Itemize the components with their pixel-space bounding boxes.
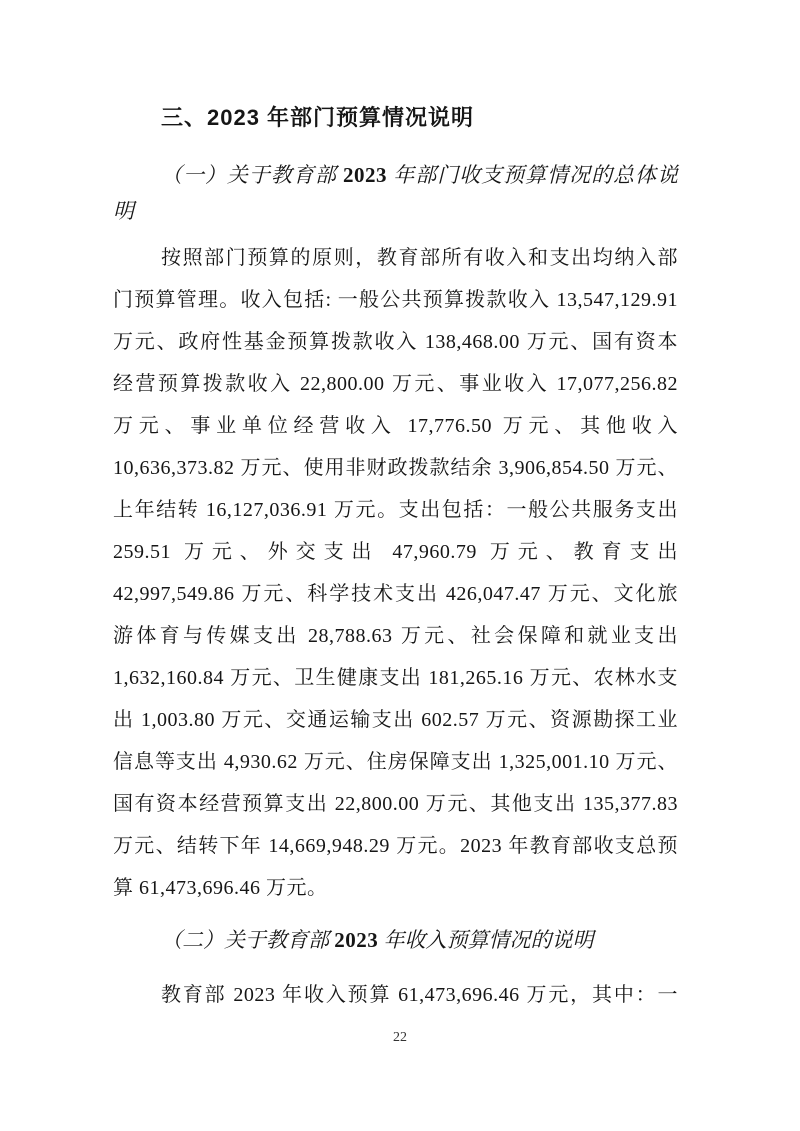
subsection-2-title-post: 年收入预算情况的说明 <box>378 928 594 952</box>
subsection-2-title-pre: （二）关于教育部 <box>161 928 335 952</box>
paragraph-line: 游体育与传媒支出 28,788.63 万元、社会保障和就业支出 <box>113 625 678 647</box>
paragraph-line: 万元、政府性基金预算拨款收入 138,468.00 万元、国有资本 <box>113 331 678 353</box>
paragraph-line: 教育部 2023 年收入预算 61,473,696.46 万元，其中：一 <box>161 984 678 1006</box>
paragraph-line: 万元、事业单位经营收入 17,776.50 万元、其他收入 <box>113 415 678 437</box>
subsection-2-title-year: 2023 <box>334 928 379 952</box>
paragraph-line: 42,997,549.86 万元、科学技术支出 426,047.47 万元、文化旅 <box>113 583 678 605</box>
subsection-2-title <box>113 922 678 958</box>
paragraph-line: 10,636,373.82 万元、使用非财政拨款结余 3,906,854.50 万元、 <box>113 457 678 479</box>
subsection-1-title-post: 年部门收支预算情况的总体说 <box>387 163 679 187</box>
subsection-1-title-line-1 <box>113 157 678 193</box>
income-paragraph <box>113 974 678 1016</box>
paragraph-line: 上年结转 16,127,036.91 万元。支出包括：一般公共服务支出 <box>113 499 678 521</box>
paragraph-line: 万元、结转下年 14,669,948.29 万元。2023 年教育部收支总预 <box>113 835 678 857</box>
paragraph-line: 门预算管理。收入包括: 一般公共预算拨款收入 13,547,129.91 <box>113 289 678 311</box>
page-content <box>113 100 678 1016</box>
paragraph-line: 信息等支出 4,930.62 万元、住房保障支出 1,325,001.10 万元、 <box>113 751 678 773</box>
subsection-1-title <box>113 157 678 229</box>
paragraph-line: 算 61,473,696.46 万元。 <box>113 877 328 899</box>
subsection-1-title-line-2: 明 <box>113 199 134 223</box>
paragraph-line: 国有资本经营预算支出 22,800.00 万元、其他支出 135,377.83 <box>113 793 678 815</box>
subsection-1-title-pre: （一）关于教育部 <box>161 163 344 187</box>
paragraph-line: 按照部门预算的原则，教育部所有收入和支出均纳入部 <box>161 247 678 269</box>
paragraph-line: 259.51 万元、外交支出 47,960.79 万元、教育支出 <box>113 541 678 563</box>
section-heading: 三、2023 年部门预算情况说明 <box>161 105 475 130</box>
paragraph-line: 1,632,160.84 万元、卫生健康支出 181,265.16 万元、农林水支 <box>113 667 678 689</box>
subsection-1-title-year: 2023 <box>343 163 388 187</box>
paragraph-line: 经营预算拨款收入 22,800.00 万元、事业收入 17,077,256.82 <box>113 373 678 395</box>
page-number: 22 <box>393 1030 407 1045</box>
overview-paragraph <box>113 237 678 909</box>
paragraph-line: 出 1,003.80 万元、交通运输支出 602.57 万元、资源勘探工业 <box>113 709 678 731</box>
